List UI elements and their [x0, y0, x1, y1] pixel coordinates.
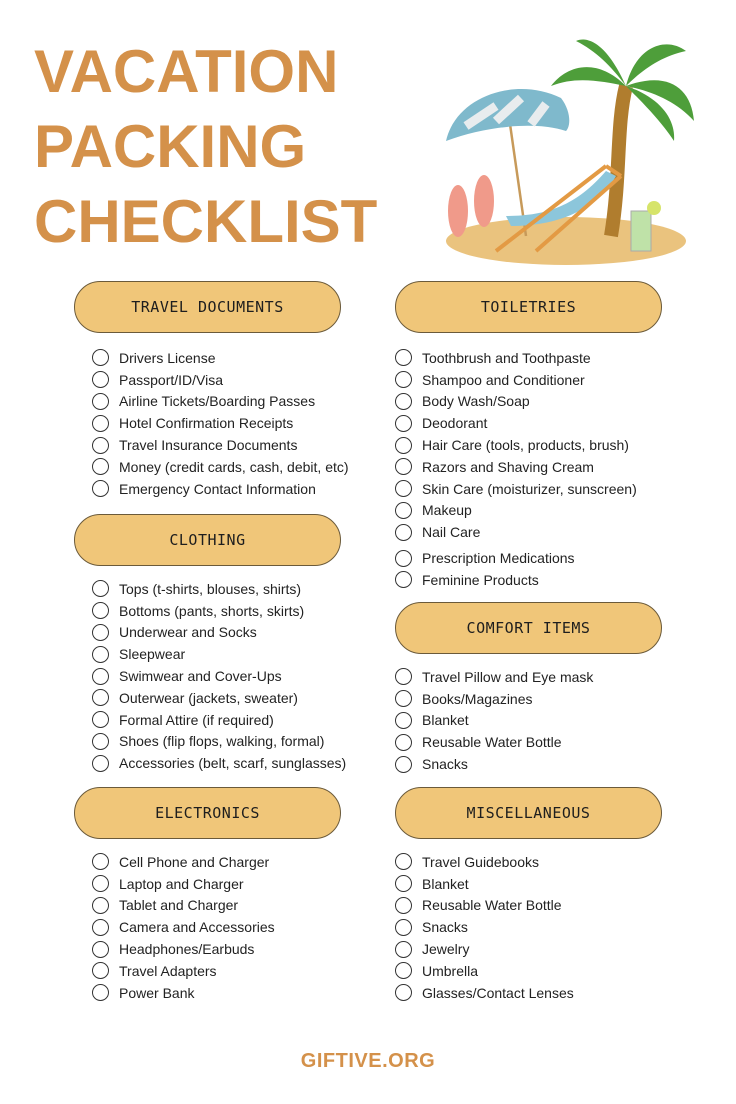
checkbox[interactable] [92, 437, 109, 454]
checklist-item[interactable]: Shoes (flip flops, walking, formal) [92, 731, 346, 753]
checklist-item[interactable]: Travel Pillow and Eye mask [395, 666, 593, 688]
checkbox[interactable] [92, 349, 109, 366]
checklist-item[interactable]: Laptop and Charger [92, 873, 275, 895]
checkbox[interactable] [92, 984, 109, 1001]
checkbox[interactable] [92, 602, 109, 619]
checkbox[interactable] [92, 853, 109, 870]
checkbox[interactable] [395, 734, 412, 751]
checklist-item[interactable]: Underwear and Socks [92, 622, 346, 644]
checklist-item[interactable]: Cell Phone and Charger [92, 851, 275, 873]
checkbox[interactable] [92, 711, 109, 728]
checklist-item[interactable]: Formal Attire (if required) [92, 709, 346, 731]
checkbox[interactable] [92, 415, 109, 432]
checkbox[interactable] [395, 897, 412, 914]
checklist-item[interactable]: Razors and Shaving Cream [395, 456, 637, 478]
checklist-item[interactable]: Body Wash/Soap [395, 391, 637, 413]
checklist-item[interactable]: Shampoo and Conditioner [395, 369, 637, 391]
section-header-travel-documents: TRAVEL DOCUMENTS [74, 281, 341, 333]
checklist-item[interactable]: Books/Magazines [395, 688, 593, 710]
checkbox[interactable] [92, 919, 109, 936]
checkbox[interactable] [395, 524, 412, 541]
checkbox[interactable] [92, 875, 109, 892]
checklist-item[interactable]: Blanket [395, 710, 593, 732]
checklist-item[interactable]: Travel Adapters [92, 960, 275, 982]
section-header-electronics: ELECTRONICS [74, 787, 341, 839]
checkbox[interactable] [92, 962, 109, 979]
checklist-item[interactable]: Power Bank [92, 982, 275, 1004]
checklist-item[interactable]: Glasses/Contact Lenses [395, 982, 574, 1004]
checkbox[interactable] [395, 919, 412, 936]
checklist-item[interactable]: Tops (t-shirts, blouses, shirts) [92, 578, 346, 600]
checklist-item[interactable]: Travel Insurance Documents [92, 434, 349, 456]
checkbox[interactable] [395, 853, 412, 870]
checkbox[interactable] [395, 502, 412, 519]
checklist-item[interactable]: Money (credit cards, cash, debit, etc) [92, 456, 349, 478]
checklist-item[interactable]: Deodorant [395, 412, 637, 434]
checkbox[interactable] [395, 875, 412, 892]
checklist-item[interactable]: Tablet and Charger [92, 895, 275, 917]
section-header-toiletries: TOILETRIES [395, 281, 662, 333]
section-header-clothing: CLOTHING [74, 514, 341, 566]
checkbox[interactable] [395, 371, 412, 388]
checkbox[interactable] [92, 580, 109, 597]
checklist-item[interactable]: Blanket [395, 873, 574, 895]
checklist-item[interactable]: Snacks [395, 916, 574, 938]
checkbox[interactable] [395, 437, 412, 454]
beach-illustration-icon [436, 26, 706, 271]
checkbox[interactable] [92, 733, 109, 750]
checkbox[interactable] [395, 415, 412, 432]
section-header-miscellaneous: MISCELLANEOUS [395, 787, 662, 839]
checkbox[interactable] [395, 480, 412, 497]
checklist-item[interactable]: Umbrella [395, 960, 574, 982]
checkbox[interactable] [395, 962, 412, 979]
checkbox[interactable] [395, 712, 412, 729]
checkbox[interactable] [92, 689, 109, 706]
checklist-item[interactable]: Snacks [395, 753, 593, 775]
checkbox[interactable] [92, 646, 109, 663]
checkbox[interactable] [395, 984, 412, 1001]
checklist-item[interactable]: Skin Care (moisturizer, sunscreen) [395, 478, 637, 500]
checkbox[interactable] [395, 349, 412, 366]
checklist-item[interactable]: Reusable Water Bottle [395, 895, 574, 917]
checkbox[interactable] [92, 897, 109, 914]
checklist-item[interactable]: Nail Care [395, 521, 637, 543]
checklist-item[interactable]: Sleepwear [92, 643, 346, 665]
checkbox[interactable] [92, 393, 109, 410]
electronics-list [92, 851, 275, 1004]
checklist-item[interactable]: Toothbrush and Toothpaste [395, 347, 637, 369]
checklist-item[interactable]: Accessories (belt, scarf, sunglasses) [92, 752, 346, 774]
checkbox[interactable] [92, 480, 109, 497]
checklist-item[interactable]: Emergency Contact Information [92, 478, 349, 500]
checklist-item[interactable]: Drivers License [92, 347, 349, 369]
checkbox[interactable] [92, 941, 109, 958]
checkbox[interactable] [92, 624, 109, 641]
title-line-3: CHECKLIST [34, 188, 378, 255]
checkbox[interactable] [395, 668, 412, 685]
checklist-item[interactable]: Reusable Water Bottle [395, 731, 593, 753]
checklist-item[interactable]: Swimwear and Cover-Ups [92, 665, 346, 687]
checkbox[interactable] [395, 393, 412, 410]
travel-documents-list [92, 347, 349, 500]
section-header-comfort-items: COMFORT ITEMS [395, 602, 662, 654]
checkbox[interactable] [92, 371, 109, 388]
checkbox[interactable] [395, 550, 412, 567]
checkbox[interactable] [395, 458, 412, 475]
checkbox[interactable] [92, 458, 109, 475]
title-line-2: PACKING [34, 113, 307, 180]
checklist-item[interactable]: Makeup [395, 500, 637, 522]
clothing-list [92, 578, 346, 774]
checkbox[interactable] [395, 571, 412, 588]
checklist-item[interactable]: Prescription Medications [395, 547, 637, 569]
checklist-item[interactable]: Passport/ID/Visa [92, 369, 349, 391]
footer-site-name: GIFTIVE.ORG [300, 1050, 436, 1072]
checklist-item[interactable]: Jewelry [395, 938, 574, 960]
checkbox[interactable] [92, 668, 109, 685]
checkbox[interactable] [92, 755, 109, 772]
checklist-item[interactable]: Camera and Accessories [92, 916, 275, 938]
checklist-item[interactable]: Airline Tickets/Boarding Passes [92, 391, 349, 413]
checklist-item[interactable]: Bottoms (pants, shorts, skirts) [92, 600, 346, 622]
title-line-1: VACATION [34, 38, 339, 105]
checkbox[interactable] [395, 941, 412, 958]
checkbox[interactable] [395, 756, 412, 773]
toiletries-list [395, 347, 637, 591]
checklist-item[interactable]: Travel Guidebooks [395, 851, 574, 873]
comfort-items-list [395, 666, 593, 775]
checklist-item[interactable]: Hotel Confirmation Receipts [92, 412, 349, 434]
miscellaneous-list [395, 851, 574, 1004]
checklist-item[interactable]: Outerwear (jackets, sweater) [92, 687, 346, 709]
checklist-item[interactable]: Headphones/Earbuds [92, 938, 275, 960]
checkbox[interactable] [395, 690, 412, 707]
checklist-item[interactable]: Feminine Products [395, 569, 637, 591]
checklist-item[interactable]: Hair Care (tools, products, brush) [395, 434, 637, 456]
